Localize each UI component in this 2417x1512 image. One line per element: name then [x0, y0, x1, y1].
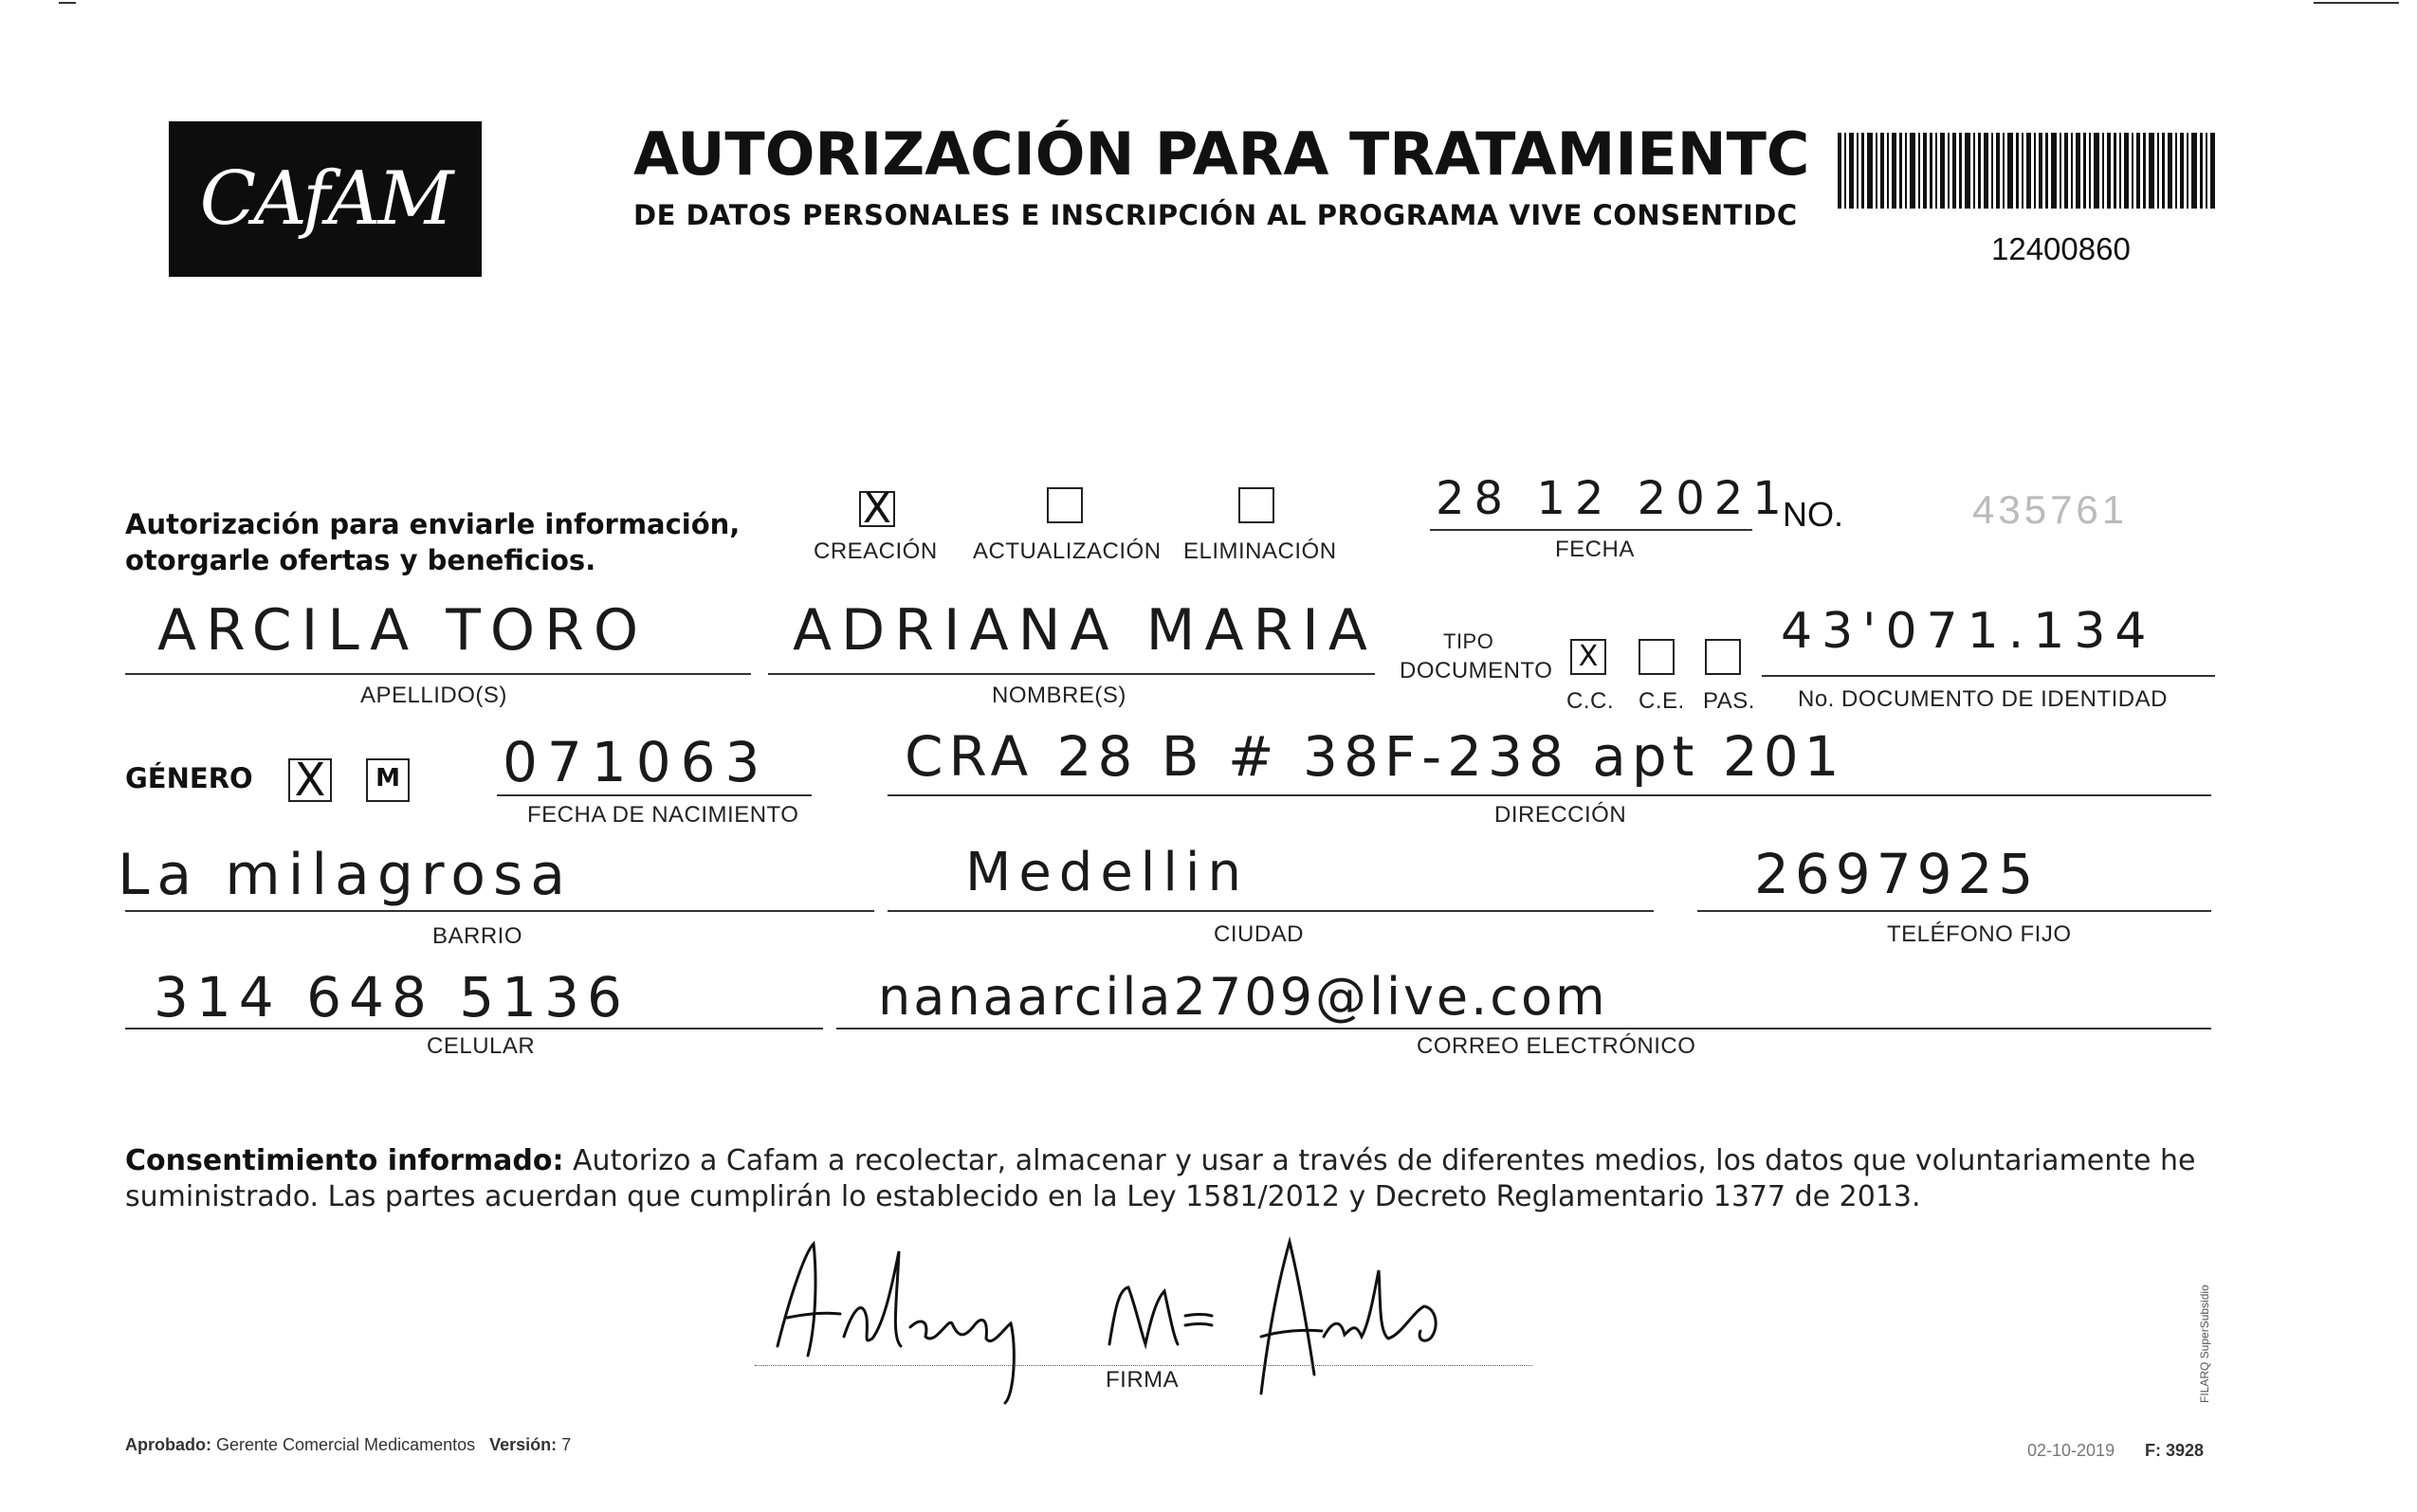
- documento-value[interactable]: 43'071.134: [1781, 603, 2156, 660]
- ciudad-label: CIUDAD: [1214, 921, 1305, 947]
- form-subtitle: DE DATOS PERSONALES E INSCRIPCIÓN AL PROGRAMA VIVE CONSENTIDC: [633, 199, 1798, 231]
- tipo-documento-label-2: DOCUMENTO: [1400, 658, 1553, 683]
- telefono-label: TELÉFONO FIJO: [1887, 921, 2072, 947]
- signature-label: FIRMA: [1106, 1367, 1180, 1393]
- apellidos-line: [125, 673, 751, 675]
- creacion-label: CREACIÓN: [814, 538, 938, 564]
- consent-paragraph: [125, 1143, 2211, 1215]
- no-value: 435761: [1972, 487, 2129, 532]
- direccion-value[interactable]: CRA 28 B # 38F-238 apt 201: [905, 724, 1845, 789]
- telefono-line: [1697, 910, 2211, 912]
- pas-checkbox[interactable]: [1705, 639, 1741, 675]
- barcode: [1838, 133, 2217, 209]
- fecha-value[interactable]: 28 12 2021: [1436, 472, 1791, 525]
- eliminacion-label: ELIMINACIÓN: [1183, 538, 1337, 564]
- consent-heading: Consentimiento informado:: [125, 1144, 564, 1177]
- barrio-line: [125, 910, 874, 912]
- authorization-intro-line2: otorgarle ofertas y beneficios.: [125, 544, 596, 576]
- ce-label: C.E.: [1639, 688, 1685, 714]
- ciudad-value[interactable]: Medellin: [965, 842, 1249, 903]
- ce-checkbox[interactable]: [1639, 639, 1675, 675]
- nombres-label: NOMBRE(S): [992, 683, 1126, 708]
- version-label: Versión:: [489, 1435, 558, 1454]
- genero-label: GÉNERO: [125, 762, 253, 794]
- footer-form-code: F: 3928: [2145, 1441, 2205, 1460]
- ciudad-line: [888, 910, 1654, 912]
- nombres-line: [768, 673, 1375, 675]
- direccion-label: DIRECCIÓN: [1494, 802, 1627, 828]
- cc-check-mark: X: [1578, 640, 1599, 673]
- logo-text: CAfAM: [199, 156, 451, 242]
- pas-label: PAS.: [1703, 688, 1755, 714]
- telefono-value[interactable]: 2697925: [1754, 842, 2040, 906]
- apellidos-value[interactable]: ARCILA TORO: [157, 597, 649, 664]
- genero-m-label: M: [375, 764, 400, 792]
- correo-label: CORREO ELECTRÓNICO: [1417, 1033, 1696, 1059]
- consent-text: Autorizo a Cafam a recolectar, almacenar y usar a través de diferentes medios, los datos que voluntariamente he suministrado. Las partes acuerdan que cumplirán lo establecido en la Ley 1581/2012 y Decreto Reglamentario 1377 de 2013.: [125, 1144, 2196, 1213]
- nacimiento-value[interactable]: 071063: [503, 730, 770, 794]
- direccion-line: [888, 794, 2211, 796]
- scan-mark-left: [59, 2, 76, 4]
- aprobado-label: Aprobado:: [125, 1435, 211, 1454]
- nacimiento-line: [497, 794, 812, 796]
- signature-line: [755, 1365, 1532, 1366]
- celular-line: [125, 1028, 823, 1029]
- tipo-documento-label-1: TIPO: [1443, 629, 1494, 653]
- correo-value[interactable]: nanaarcila2709@live.com: [878, 967, 1608, 1027]
- cafam-logo: [169, 121, 482, 277]
- version-value: 7: [561, 1435, 572, 1454]
- authorization-intro-line1: Autorización para enviarle información,: [125, 508, 741, 540]
- side-stamp-text: FILARQ SuperSubsidio: [2198, 1284, 2211, 1403]
- barrio-label: BARRIO: [432, 923, 523, 949]
- footer-date-code: 02-10-2019: [2027, 1441, 2115, 1460]
- genero-f-mark: X: [294, 754, 326, 807]
- actualizacion-checkbox[interactable]: [1047, 487, 1083, 523]
- aprobado-value: Gerente Comercial Medicamentos: [216, 1435, 476, 1454]
- form-title: AUTORIZACIÓN PARA TRATAMIENTC: [633, 119, 1810, 189]
- celular-value[interactable]: 314 648 5136: [154, 965, 630, 1029]
- correo-line: [836, 1028, 2211, 1029]
- nombres-value[interactable]: ADRIANA MARIA: [793, 597, 1377, 664]
- actualizacion-label: ACTUALIZACIÓN: [973, 538, 1162, 564]
- barcode-number: 12400860: [1991, 231, 2131, 266]
- fecha-label: FECHA: [1555, 537, 1635, 562]
- documento-label: No. DOCUMENTO DE IDENTIDAD: [1798, 686, 2168, 712]
- eliminacion-checkbox[interactable]: [1238, 487, 1274, 523]
- fecha-line: [1430, 529, 1752, 531]
- scan-mark-right: [2314, 2, 2399, 4]
- no-label: NO.: [1783, 495, 1844, 534]
- creacion-check-mark: X: [862, 484, 892, 533]
- nacimiento-label: FECHA DE NACIMIENTO: [527, 802, 799, 828]
- cc-label: C.C.: [1566, 688, 1614, 714]
- barrio-value[interactable]: La milagrosa: [118, 842, 573, 908]
- apellidos-label: APELLIDO(S): [360, 683, 507, 708]
- documento-line: [1762, 675, 2215, 677]
- celular-label: CELULAR: [427, 1033, 536, 1059]
